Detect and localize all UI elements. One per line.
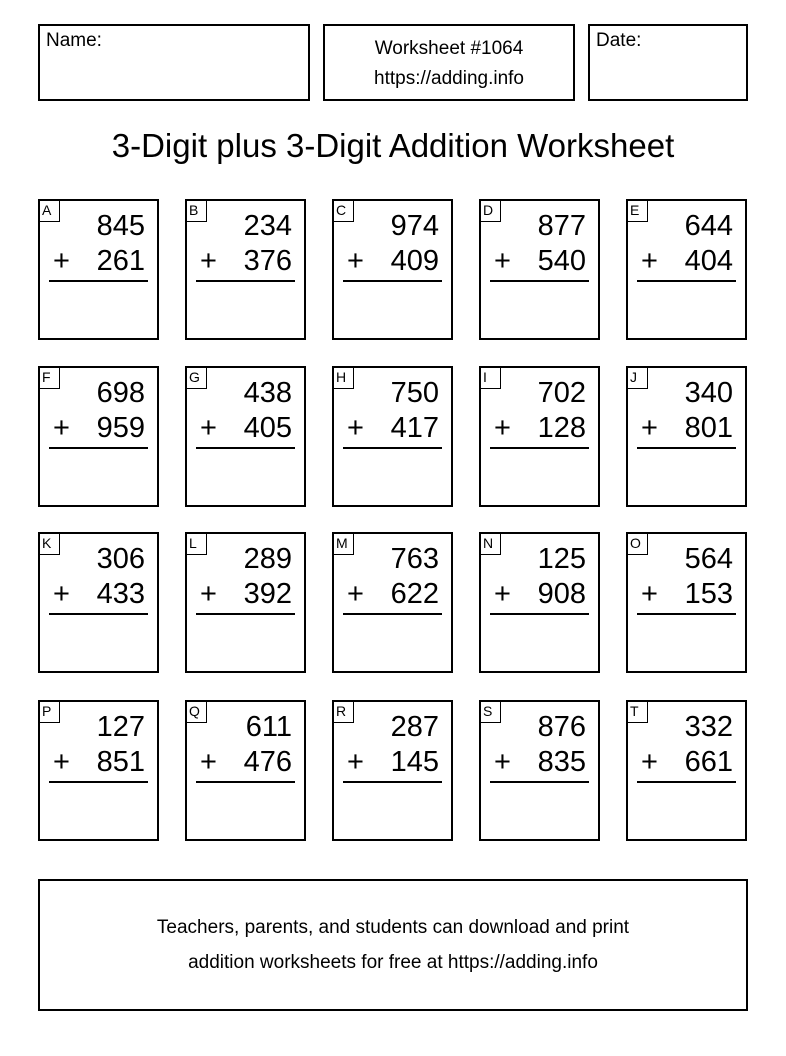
answer-line xyxy=(637,280,736,282)
problem-card-l[interactable] xyxy=(185,532,306,673)
name-label: Name: xyxy=(46,30,102,51)
answer-line xyxy=(343,280,442,282)
problem-label: J xyxy=(626,366,648,389)
addend-bottom: 835 xyxy=(537,746,586,778)
problem-card-c[interactable] xyxy=(332,199,453,340)
addend-top: 340 xyxy=(684,377,733,409)
problem-card-a[interactable] xyxy=(38,199,159,340)
addend-top: 234 xyxy=(243,210,292,242)
answer-line xyxy=(343,447,442,449)
plus-sign: + xyxy=(53,746,70,778)
plus-sign: + xyxy=(641,746,658,778)
addend-bottom: 128 xyxy=(537,412,586,444)
addend-bottom: 153 xyxy=(684,578,733,610)
addend-bottom: 433 xyxy=(96,578,145,610)
answer-line xyxy=(196,447,295,449)
problem-label: I xyxy=(479,366,501,389)
addend-top: 877 xyxy=(537,210,586,242)
addend-top: 702 xyxy=(537,377,586,409)
plus-sign: + xyxy=(347,412,364,444)
footer-box xyxy=(38,879,748,1011)
addend-top: 644 xyxy=(684,210,733,242)
answer-line xyxy=(49,613,148,615)
answer-line xyxy=(343,781,442,783)
name-field-box[interactable] xyxy=(38,24,310,101)
addend-bottom: 908 xyxy=(537,578,586,610)
plus-sign: + xyxy=(494,746,511,778)
answer-line xyxy=(637,613,736,615)
problem-label: D xyxy=(479,199,501,222)
problem-card-j[interactable] xyxy=(626,366,747,507)
addend-top: 306 xyxy=(96,543,145,575)
problem-label: F xyxy=(38,366,60,389)
addend-bottom: 409 xyxy=(390,245,439,277)
plus-sign: + xyxy=(200,412,217,444)
problem-label: G xyxy=(185,366,207,389)
problem-label: L xyxy=(185,532,207,555)
answer-line xyxy=(490,781,589,783)
addend-top: 438 xyxy=(243,377,292,409)
problem-label: P xyxy=(38,700,60,723)
plus-sign: + xyxy=(53,245,70,277)
addend-bottom: 959 xyxy=(96,412,145,444)
addend-top: 750 xyxy=(390,377,439,409)
plus-sign: + xyxy=(53,578,70,610)
addend-bottom: 404 xyxy=(684,245,733,277)
addend-top: 698 xyxy=(96,377,145,409)
problem-label: B xyxy=(185,199,207,222)
plus-sign: + xyxy=(200,746,217,778)
addend-top: 974 xyxy=(390,210,439,242)
addend-bottom: 392 xyxy=(243,578,292,610)
answer-line xyxy=(490,447,589,449)
problem-card-r[interactable] xyxy=(332,700,453,841)
answer-line xyxy=(343,613,442,615)
problem-card-d[interactable] xyxy=(479,199,600,340)
footer-text-line-2: addition worksheets for free at https://adding.info xyxy=(188,952,598,973)
addend-top: 287 xyxy=(390,711,439,743)
problem-card-p[interactable] xyxy=(38,700,159,841)
problem-card-m[interactable] xyxy=(332,532,453,673)
problem-card-f[interactable] xyxy=(38,366,159,507)
plus-sign: + xyxy=(53,412,70,444)
problem-label: A xyxy=(38,199,60,222)
worksheet-info-box xyxy=(323,24,575,101)
problem-label: K xyxy=(38,532,60,555)
addend-top: 611 xyxy=(245,711,292,743)
addend-top: 845 xyxy=(96,210,145,242)
problem-label: R xyxy=(332,700,354,723)
plus-sign: + xyxy=(200,578,217,610)
date-field-box[interactable] xyxy=(588,24,748,101)
answer-line xyxy=(196,613,295,615)
addend-bottom: 476 xyxy=(243,746,292,778)
addend-bottom: 145 xyxy=(390,746,439,778)
plus-sign: + xyxy=(200,245,217,277)
answer-line xyxy=(490,613,589,615)
worksheet-number: Worksheet #1064 xyxy=(374,38,524,59)
problem-label: Q xyxy=(185,700,207,723)
addend-bottom: 417 xyxy=(390,412,439,444)
problem-card-s[interactable] xyxy=(479,700,600,841)
plus-sign: + xyxy=(494,578,511,610)
problem-label: M xyxy=(332,532,354,555)
addend-bottom: 540 xyxy=(537,245,586,277)
plus-sign: + xyxy=(347,245,364,277)
problem-card-q[interactable] xyxy=(185,700,306,841)
addend-bottom: 801 xyxy=(684,412,733,444)
answer-line xyxy=(49,280,148,282)
answer-line xyxy=(49,447,148,449)
problem-card-g[interactable] xyxy=(185,366,306,507)
answer-line xyxy=(196,280,295,282)
addend-top: 332 xyxy=(684,711,733,743)
addend-top: 763 xyxy=(390,543,439,575)
plus-sign: + xyxy=(494,245,511,277)
problem-card-t[interactable] xyxy=(626,700,747,841)
addend-top: 125 xyxy=(537,543,586,575)
problem-label: S xyxy=(479,700,501,723)
problem-label: O xyxy=(626,532,648,555)
problem-card-b[interactable] xyxy=(185,199,306,340)
plus-sign: + xyxy=(347,578,364,610)
problem-label: C xyxy=(332,199,354,222)
addend-bottom: 661 xyxy=(684,746,733,778)
problem-card-o[interactable] xyxy=(626,532,747,673)
problem-card-k[interactable] xyxy=(38,532,159,673)
footer-text-line-1: Teachers, parents, and students can download and print xyxy=(156,917,630,938)
page-title: 3-Digit plus 3-Digit Addition Worksheet xyxy=(111,127,675,164)
worksheet-url: https://adding.info xyxy=(374,68,524,89)
answer-line xyxy=(196,781,295,783)
problem-card-n[interactable] xyxy=(479,532,600,673)
answer-line xyxy=(490,280,589,282)
answer-line xyxy=(49,781,148,783)
addend-bottom: 405 xyxy=(243,412,292,444)
problem-label: E xyxy=(626,199,648,222)
addend-top: 876 xyxy=(537,711,586,743)
addend-bottom: 376 xyxy=(243,245,292,277)
addend-top: 564 xyxy=(684,543,733,575)
answer-line xyxy=(637,781,736,783)
plus-sign: + xyxy=(641,412,658,444)
plus-sign: + xyxy=(494,412,511,444)
answer-line xyxy=(637,447,736,449)
problem-label: H xyxy=(332,366,354,389)
date-label: Date: xyxy=(596,30,642,51)
problem-card-e[interactable] xyxy=(626,199,747,340)
problem-label: N xyxy=(479,532,501,555)
plus-sign: + xyxy=(641,245,658,277)
problem-card-h[interactable] xyxy=(332,366,453,507)
plus-sign: + xyxy=(347,746,364,778)
plus-sign: + xyxy=(641,578,658,610)
addend-bottom: 261 xyxy=(96,245,145,277)
addend-bottom: 622 xyxy=(390,578,439,610)
addend-top: 289 xyxy=(243,543,292,575)
problem-label: T xyxy=(626,700,648,723)
addend-top: 127 xyxy=(96,711,145,743)
problem-card-i[interactable] xyxy=(479,366,600,507)
addend-bottom: 851 xyxy=(96,746,145,778)
